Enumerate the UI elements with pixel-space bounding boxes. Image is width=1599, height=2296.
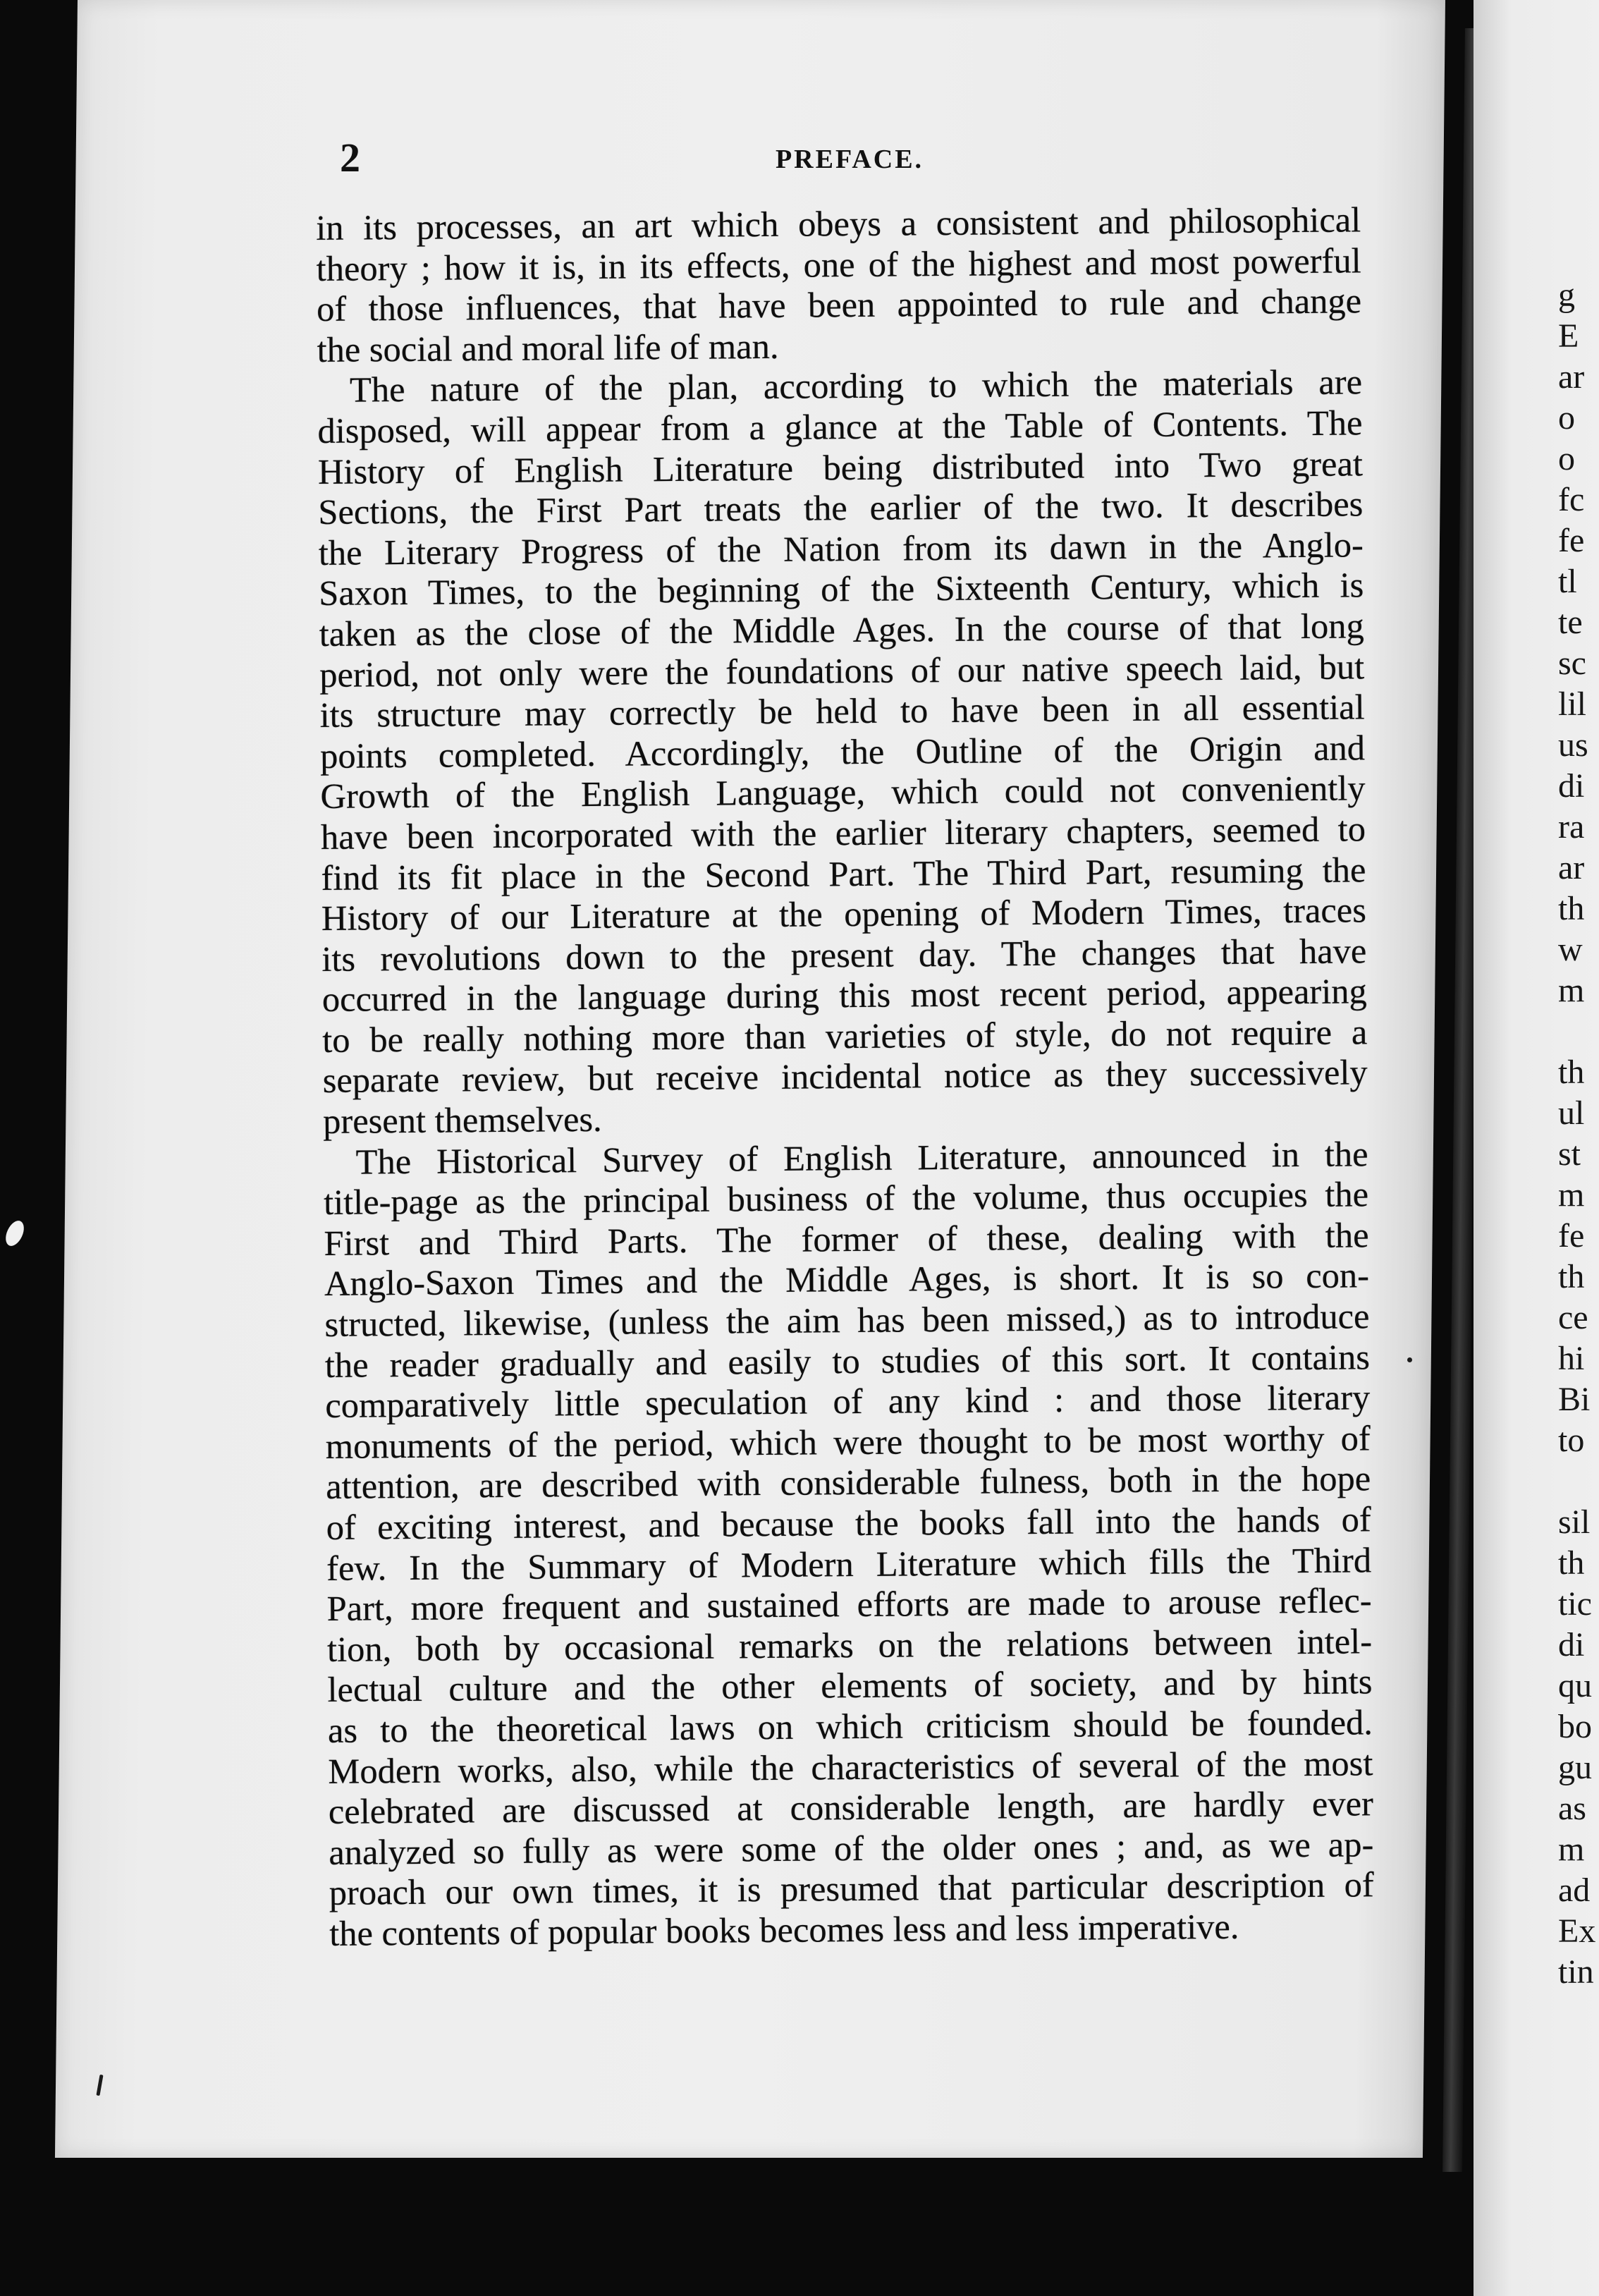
page-header [331,134,1368,183]
body-text [316,200,1374,1954]
facing-page-fragment: ra [1558,808,1585,845]
text-line: the contents of popular books becomes less and less imperative. [329,1906,1239,1953]
facing-page-fragment: o [1558,440,1575,477]
facing-page-fragment: tin [1558,1953,1594,1991]
facing-page-fragment: sc [1558,645,1586,682]
facing-page-fragment: ar [1558,358,1585,396]
text-line: The nature of the plan, according to which the materials are [349,362,1363,410]
facing-page-fragment: te [1558,604,1583,641]
facing-page-fragment: st [1558,1135,1581,1173]
facing-page-fragment: ad [1558,1871,1591,1909]
facing-page-fragment: Ex [1558,1912,1596,1950]
facing-page-fragment: lil [1558,685,1587,723]
facing-page-fragment: m [1558,1176,1585,1214]
facing-page-fragment: E [1558,317,1579,355]
text-line: monuments of the period, which were thought to be most worthy of [325,1418,1371,1466]
facing-page-fragment: o [1558,399,1575,436]
text-line: occurred in the language during this most recent period, appearing [321,971,1367,1020]
text-line: Saxon Times, to the beginning of the Sixteenth Century, which is [319,565,1364,613]
facing-page-fragment: fc [1558,481,1585,518]
text-line: structed, likewise, (unless the aim has been missed,) as to introduce [324,1296,1370,1344]
facing-page-fragment: Bi [1558,1381,1591,1418]
text-line: its structure may correctly be held to have been in all essential [319,687,1365,735]
facing-page-fragment: ar [1558,849,1585,886]
paragraph [316,200,1362,370]
facing-page-fragment: sil [1558,1503,1591,1541]
text-line: to be really nothing more than varieties of style, do not require a [322,1012,1368,1060]
facing-page-fragment: th [1558,1054,1585,1091]
facing-page-fragment: th [1558,890,1585,927]
text-line: comparatively little speculation of any kind : and those literary [325,1377,1371,1426]
text-line: theory ; how it is, in its effects, one of the highest and most powerful [316,240,1361,288]
facing-page-fragment [1558,1011,1595,1052]
text-line: Modern works, also, while the characteristics of several of the most [328,1742,1373,1791]
facing-page-fragment: hi [1558,1340,1585,1377]
text-line: find its fit place in the Second Part. The Third Part, resuming the [321,849,1366,898]
paragraph [323,1134,1374,1954]
text-line: points completed. Accordingly, the Outline of the Origin and [319,728,1366,776]
facing-page-fragment: m [1558,972,1585,1009]
facing-page-fragment: di [1558,1626,1585,1663]
facing-page-fragment: gu [1558,1749,1592,1786]
facing-page-fragment: m [1558,1831,1585,1868]
text-line: its revolutions down to the present day. The changes that have [321,931,1367,979]
facing-page-fragment: qu [1558,1667,1592,1704]
text-line: Part, more frequent and sustained efforts are made to arouse reflec- [326,1580,1372,1629]
text-line: disposed, will appear from a glance at the Table of Contents. The [317,403,1363,451]
text-line: the Literary Progress of the Nation from its dawn in the Anglo- [318,525,1364,573]
paragraph [317,362,1368,1142]
text-line: Sections, the First Part treats the earlier of the two. It describes [318,484,1364,532]
text-line: the social and moral life of man. [317,326,779,370]
facing-page-fragment: w [1558,931,1583,968]
text-line: as to the theoretical laws on which criticism should be founded. [327,1702,1373,1750]
text-line: title-page as the principal business of the volume, thus occupies the [323,1174,1369,1223]
facing-page-fragment: fe [1558,522,1585,559]
text-line: the reader gradually and easily to studies of this sort. It contains [324,1336,1371,1385]
text-line: in its processes, an art which obeys a consistent and philosophical [316,200,1361,248]
facing-page-fragment: th [1558,1258,1585,1295]
facing-page-text [1558,275,1595,1993]
text-line: proach our own times, it is presumed that particular description of [329,1864,1374,1913]
text-line: lectual culture and the other elements of society, and by hints [327,1661,1373,1710]
text-line: few. In the Summary of Modern Literature which fills the Third [326,1539,1372,1588]
text-line: celebrated are discussed at considerable length, are hardly ever [328,1783,1374,1832]
running-head: PREFACE. [775,145,924,174]
facing-page-fragment: to [1558,1422,1585,1459]
facing-page-fragment: as [1558,1790,1586,1827]
text-line: analyzed so fully as were some of the older ones ; and, as we ap- [329,1824,1374,1872]
facing-page-fragment: ul [1558,1094,1585,1132]
page-number: 2 [340,135,360,181]
facing-page-fragment: g [1558,276,1575,314]
facing-page-fragment [1558,1461,1595,1502]
facing-page-fragment: tl [1558,563,1577,600]
text-line: History of our Literature at the opening of Modern Times, traces [321,890,1367,939]
text-line: present themselves. [322,1099,602,1142]
text-line: taken as the close of the Middle Ages. In the course of that long [319,606,1364,654]
text-line: attention, are described with considerable fulness, both in the hope [326,1458,1371,1507]
text-line: Anglo-Saxon Times and the Middle Ages, is short. It is so con- [324,1255,1370,1304]
facing-page-fragment: tic [1558,1585,1592,1623]
facing-page-fragment: di [1558,767,1585,805]
text-line: of exciting interest, and because the books fall into the hands of [326,1499,1371,1547]
facing-page-fragment: bo [1558,1708,1592,1745]
text-line: First and Third Parts. The former of these, dealing with the [324,1215,1369,1263]
text-line: period, not only were the foundations of our native speech laid, but [319,646,1365,695]
text-line: tion, both by occasional remarks on the relations between intel- [326,1621,1373,1669]
scan-speck [2,1218,27,1249]
scan-speck [1407,1357,1412,1362]
facing-page-fragment: us [1558,726,1588,764]
text-line: separate review, but receive incidental notice as they successively [322,1052,1368,1101]
text-line: History of English Literature being distributed into Two great [317,443,1364,491]
text-line: The Historical Survey of English Literature, announced in the [355,1133,1368,1182]
text-line: of those influences, that have been appointed to rule and change [316,281,1362,329]
facing-page-fragment: th [1558,1544,1585,1582]
text-line: Growth of the English Language, which could not conveniently [320,768,1366,817]
facing-page-fragment: fe [1558,1217,1585,1254]
facing-page-fragment: ce [1558,1299,1588,1336]
text-line: have been incorporated with the earlier literary chapters, seemed to [320,809,1366,857]
